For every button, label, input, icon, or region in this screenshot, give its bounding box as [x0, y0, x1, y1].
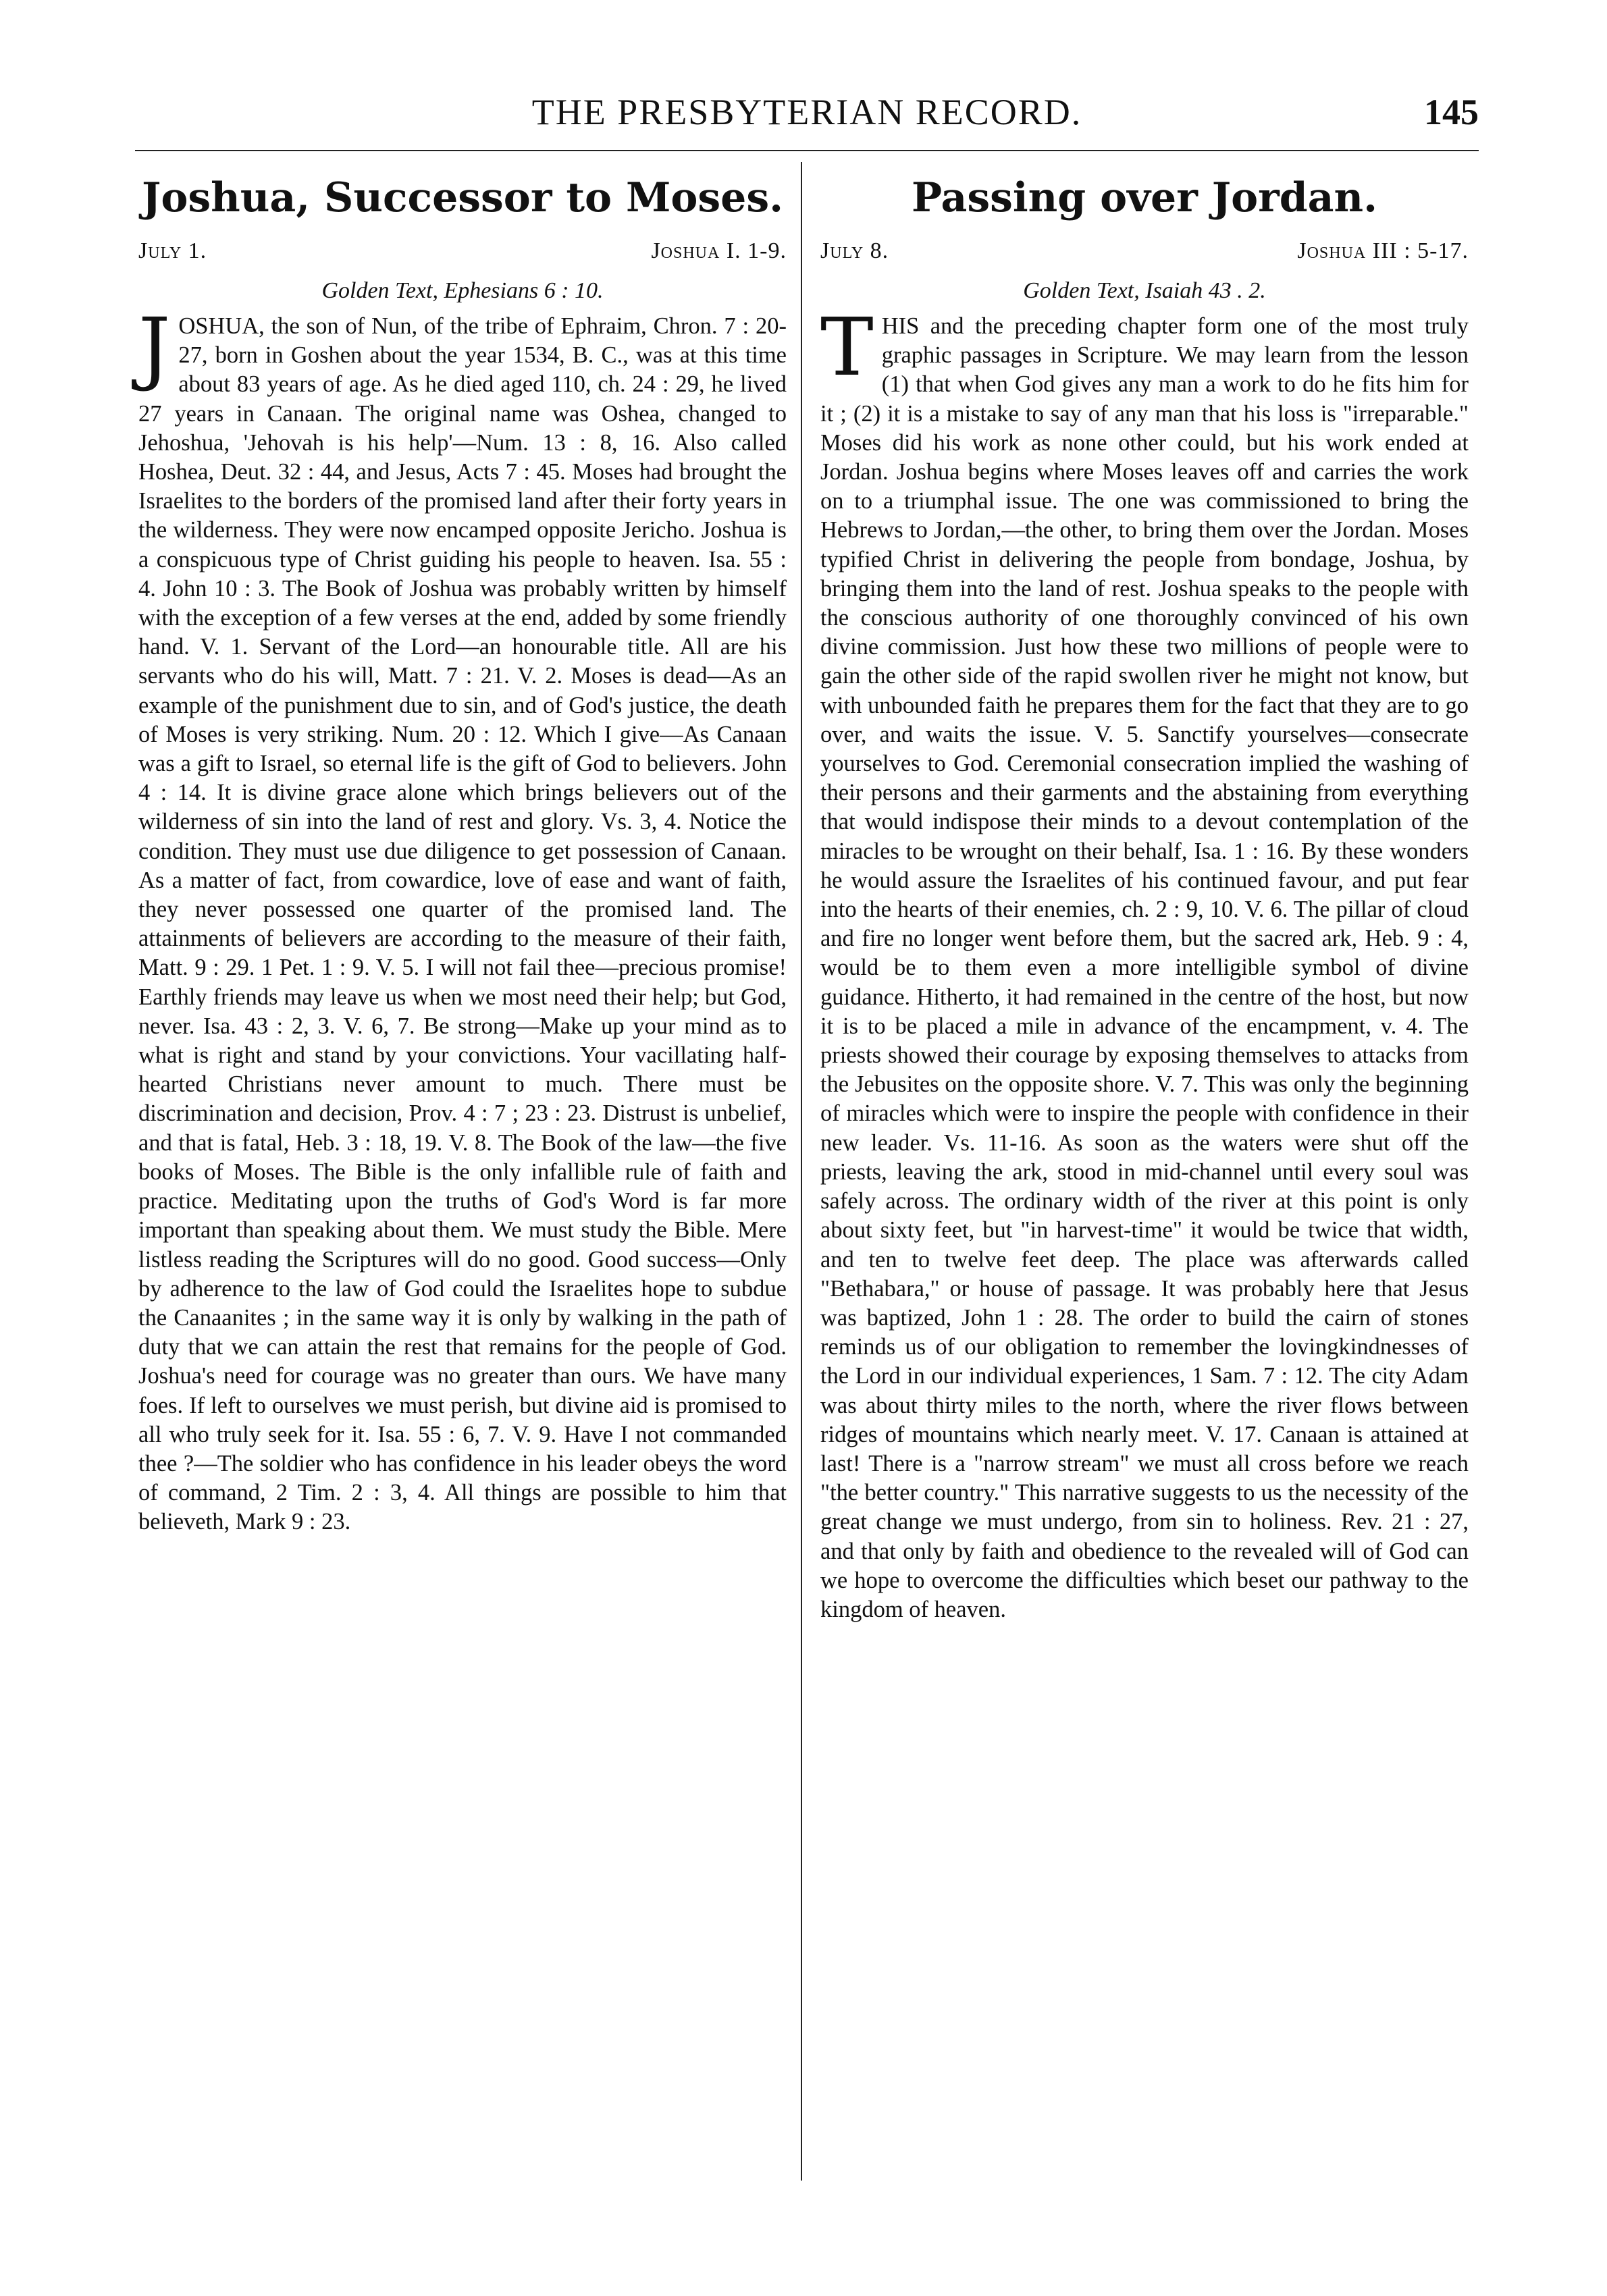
left-article-meta	[138, 232, 787, 270]
right-article-reference: Joshua III : 5-17.	[1297, 238, 1469, 263]
page-number: 145	[1424, 92, 1479, 132]
running-head	[135, 91, 1479, 138]
right-article-meta	[820, 232, 1469, 270]
publication-title: THE PRESBYTERIAN RECORD.	[531, 92, 1082, 132]
right-article	[820, 167, 1469, 1624]
left-article-title: Joshua, Successor to Moses.	[141, 174, 784, 221]
right-article-date: July 8.	[820, 238, 889, 263]
right-golden-text: Golden Text, Isaiah 43 . 2.	[1023, 278, 1266, 303]
right-article-body	[820, 300, 1469, 1624]
right-article-text: HIS and the preceding chapter form one of the most truly graphic passages in Scripture. We may learn from the lesson (1) that when God gives any man a work to do he fits him for it ; (2) it is a mistake to say of any man that his loss is "irreparable." Moses did his work as none other could, but his work ended at Jordan. Joshua begins where Moses leaves off and carries the work on to a triumphal issue. The one was commissioned to bring the Hebrews to Jordan,—the other, to bring them over the Jordan. Moses typified Christ in delivering the people from bondage, Joshua, by bringing them into the land of rest. Joshua speaks to the people with the conscious authority of one thoroughly convinced of his own divine commission. Just how these two millions of people were to gain the other side of the rapid swollen river he might not know, but with unbounded faith he prepares them for the fact that they are to go over, and waits the issue. V. 5. Sanctify yourselves—consecrate yourselves to God. Ceremonial consecration implied the washing of their persons and their garments and the abstaining from everything that would indispose their minds to a devout contemplation of the miracles to be wrought on their behalf, Isa. 1 : 16. By these wonders he would assure the Israelites of his continued favour, and put fear into the hearts of their enemies, ch. 2 : 9, 10. V. 6. The pillar of cloud and fire no longer went before them, but the sacred ark, Heb. 9 : 4, would be to them even a more intelligible symbol of divine guidance. Hitherto, it had remained in the centre of the host, but now it is to be placed a mile in advance of the encampment, v. 4. The priests showed their courage by exposing themselves to attacks from the Jebusites on the opposite shore. V. 7. This was only the beginning of miracles which were to inspire the people with confidence in their new leader. Vs. 11-16. As soon as the waters were shut off the priests, leaving the ark, stood in mid-channel until every soul was safely across. The ordinary width of the river at this point is only about sixty feet, but "in harvest-time" it would be twice that width, and ten to twelve feet deep. The place was afterwards called "Bethabara," or house of passage. It was probably here that Jesus was baptized, John 1 : 28. The order to build the cairn of stones reminds us of our obligation to remember the lovingkindnesses of the Lord in our individual experiences, 1 Sam. 7 : 12. The city Adam was about thirty miles to the north, where the river flows between ridges of mountains which nearly meet. V. 17. Canaan is attained at last! There is a "narrow stream" we must all cross before we reach "the better country." This narrative suggests to us the necessity of the great change we must undergo, from sin to holiness. Rev. 21 : 27, and that only by faith and obedience to the revealed will of God can we hope to overcome the difficulties which beset our pathway to the kingdom of heaven.	[820, 313, 1469, 1622]
left-article	[138, 167, 787, 1537]
left-article-text: OSHUA, the son of Nun, of the tribe of Ephraim, Chron. 7 : 20-27, born in Goshen about the year 1534, B. C., was at this time about 83 years of age. As he died aged 110, ch. 24 : 29, he lived 27 years in Canaan. The original name was Oshea, changed to Jehoshua, 'Jehovah is his help'—Num. 13 : 8, 16. Also called Hoshea, Deut. 32 : 44, and Jesus, Acts 7 : 45. Moses had brought the Israelites to the borders of the promised land after their forty years in the wilderness. They were now encamped opposite Jericho. Joshua is a conspicuous type of Christ guiding his people to heaven. Isa. 55 : 4. John 10 : 3. The Book of Joshua was probably written by himself with the exception of a few verses at the end, added by some friendly hand. V. 1. Servant of the Lord—an honourable title. All are his servants who do his will, Matt. 7 : 21. V. 2. Moses is dead—As an example of the punishment due to sin, and of God's justice, the death of Moses is very striking. Num. 20 : 12. Which I give—As Canaan was a gift to Israel, so eternal life is the gift of God to believers. John 4 : 14. It is divine grace alone which brings believers out of the wilderness of sin into the land of rest and glory. Vs. 3, 4. Notice the condition. They must use due diligence to get possession of Canaan. As a matter of fact, from cowardice, love of ease and want of faith, they never possessed one quarter of the promised land. The attainments of believers are according to the measure of their faith, Matt. 9 : 29. 1 Pet. 1 : 9. V. 5. I will not fail thee—precious promise! Earthly friends may leave us when we most need their help; but God, never. Isa. 43 : 2, 3. V. 6, 7. Be strong—Make up your mind as to what is right and stand by your convictions. Your vacillating half-hearted Christians never amount to much. There must be discrimination and decision, Prov. 4 : 7 ; 23 : 23. Distrust is unbelief, and that is fatal, Heb. 3 : 18, 19. V. 8. The Book of the law—the five books of Moses. The Bible is the only infallible rule of faith and practice. Meditating upon the truths of God's Word is far more important than speaking about them. We must study the Bible. Mere listless reading the Scriptures will do no good. Good success—Only by adherence to the law of God could the Israelites hope to subdue the Canaanites ; in the same way it is only by walking in the path of duty that we can attain the rest that remains for the people of God. Joshua's need for courage was no greater than ours. We have many foes. If left to ourselves we must perish, but divine aid is promised to all who truly seek for it. Isa. 55 : 6, 7. V. 9. Have I not commanded thee ?—The soldier who has confidence in his leader obeys the word of command, 2 Tim. 2 : 3, 4. All things are possible to him that believeth, Mark 9 : 23.	[138, 313, 787, 1535]
left-golden-text: Golden Text, Ephesians 6 : 10.	[321, 278, 604, 303]
left-article-body	[138, 300, 787, 1537]
column-divider	[801, 162, 802, 2181]
left-article-date: July 1.	[138, 238, 207, 263]
left-drop-cap: J	[138, 300, 171, 394]
left-article-reference: Joshua I. 1-9.	[651, 238, 787, 263]
right-article-title: Passing over Jordan.	[911, 174, 1378, 221]
right-drop-cap: T	[820, 300, 874, 394]
header-divider	[135, 150, 1479, 151]
